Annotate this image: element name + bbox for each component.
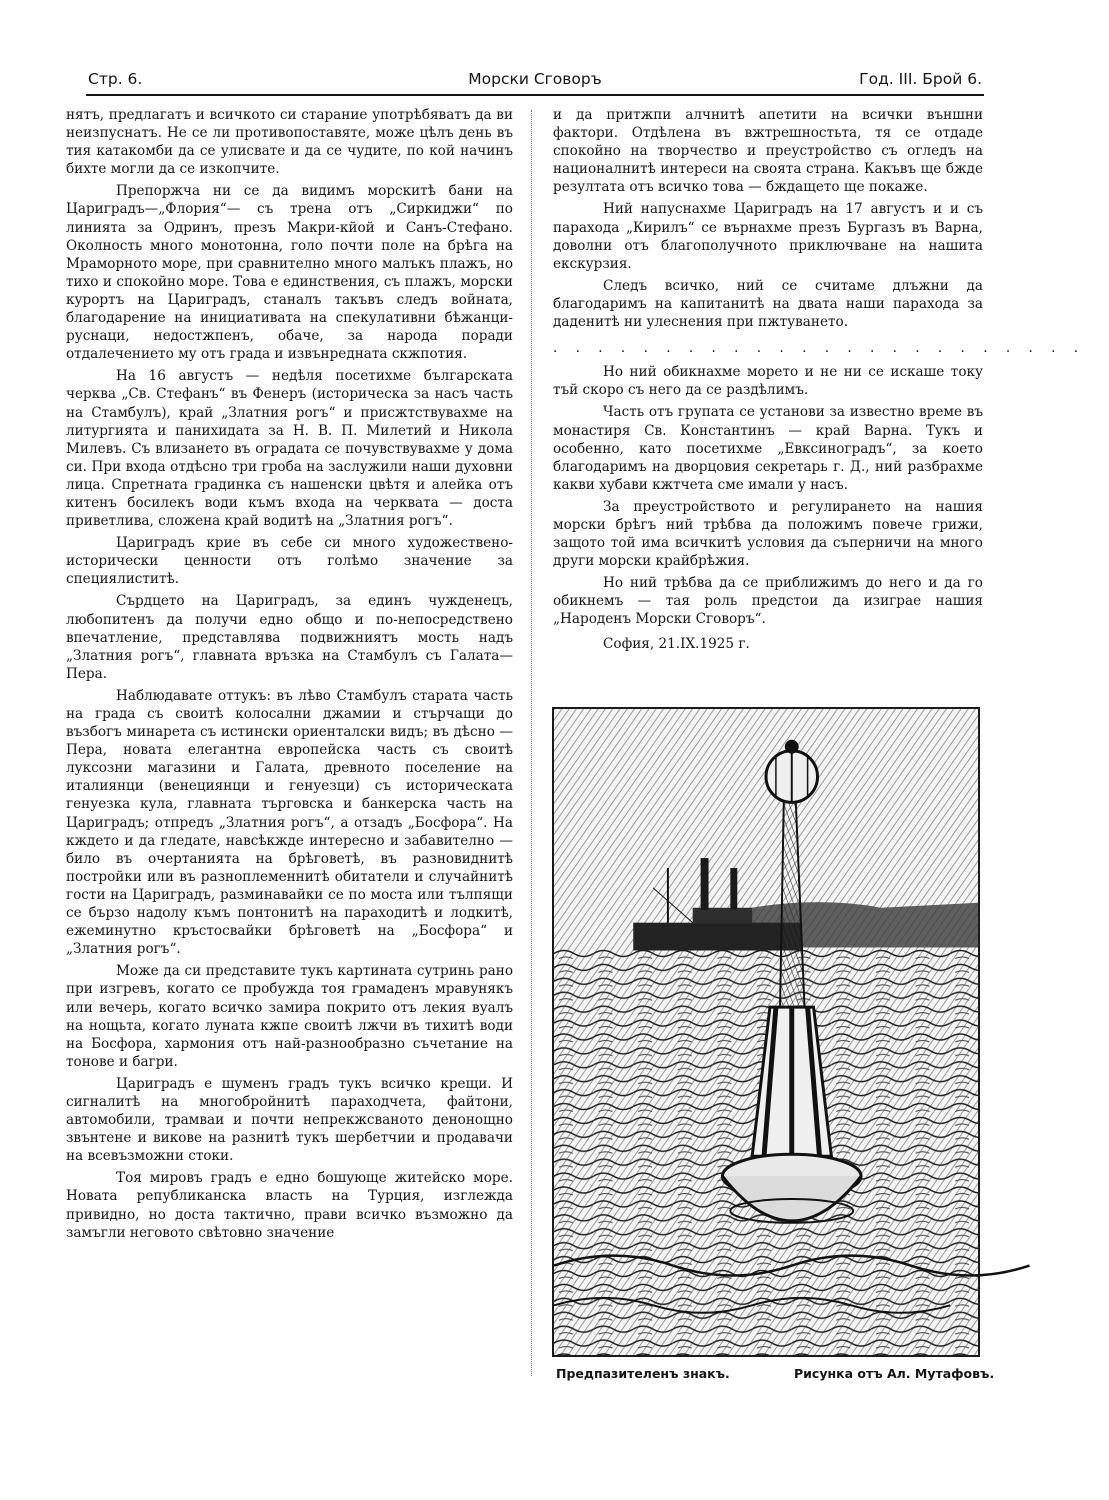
paragraph: Но ний трѣбва да се приближимъ до него и да го обикнемъ — тая роль предстои да изиграе нашия „Народенъ Морски Сговоръ“.	[553, 575, 983, 628]
paragraph: Тоя мировъ градъ е едно бошующе житейско море. Новата републиканска власть на Турция, изглежда привидно, но доста тактично, прави всичко възможно да замъгли неговото свѣтовно значение	[66, 1170, 513, 1241]
header-rule	[86, 94, 984, 96]
paragraph: Наблюдавате оттукъ: въ лѣво Стамбулъ старата часть на града съ своитѣ колосални джамии и стърчащи до възбогъ минарета съ истински ориенталски видъ; въ дѣсно — Пера, новата елегантна европейска часть съ своитѣ луксозни магазини и Галата, древното поселение на италиянци (венециянци и генуезци) съ историческата генуезка кула, главната търговска и банкерска часть на Цариградъ; отпредъ „Златния рогъ“, а отзадъ „Босфора“. На кждето и да гледате, навсѣкжде интересно и забавително — било въ очертанията на брѣговетѣ, въ разновиднитѣ постройки или въ разноплеменнитѣ обитатели и случайнитѣ гости на Цариградъ, разминавайки се по моста или тълпящи се бързо надолу къмъ понтонитѣ на параходитѣ и лодкитѣ, ежеминутно кръстосвайки брѣговетѣ на „Босфора“ и „Златния рогъ“.	[66, 687, 513, 958]
paragraph: Следъ всичко, ний се считаме длъжни да благодаримъ на капитанитѣ на двата наши парахода за даденитѣ ни улеснения при пжтуването.	[553, 277, 983, 331]
paragraph: Цариградъ е шуменъ градъ тукъ всичко крещи. И сигналитѣ на многобройнитѣ параходчета, файтони, автомобили, трамваи и почти непрекжсваното денонощно звънтене и викове на разнитѣ тукъ шербетчии и продавачи на всевъзможни стоки.	[66, 1075, 513, 1165]
dateline: София, 21.IX.1925 г.	[603, 635, 750, 652]
left-column	[66, 106, 513, 1246]
section-break-dots: . . . . . . . . . . . . . . . . . . . . . . . .	[553, 340, 1086, 357]
buoy-illustration	[552, 707, 980, 1357]
buoy-drawing	[554, 709, 978, 1355]
figure-credit: Рисунка отъ Ал. Мутафовъ.	[794, 1366, 995, 1381]
publication-title: Морски Сговоръ	[468, 70, 602, 88]
paragraph: На 16 августъ — недѣля посетихме българската черква „Св. Стефанъ“ въ Фенеръ (историческа за насъ часть на Стамбулъ), край „Златния рогъ“ и присжтствувахме на литургията и панихидата за Н. В. П. Милетий и Никола Милевъ. Съ влизането въ оградата се почувствувахме у дома си. При входа отдѣсно три гроба на заслужили наши духовни лица. Спретната градинка съ нашенски цвѣтя и алейка отъ китенъ босилекъ води къмъ входа на черквата — доста приветлива, сложена край водитѣ на „Златния рогъ“.	[66, 368, 513, 530]
paragraph: Цариградъ крие въ себе си много художествено-исторически ценности отъ голѣмо значение за специялиститѣ.	[66, 535, 513, 588]
paragraph: нятъ, предлагатъ и всичкото си старание употрѣбяватъ да ви неизпуснатъ. Не се ли противопоставяте, може цѣлъ день въ тия катакомби да се улисвате и да се чудите, по кой начинъ бихте могли да се изкопчите.	[66, 107, 513, 178]
paragraph: Препоржча ни се да видимъ морскитѣ бани на Цариградъ—„Флория“— съ трена отъ „Сиркиджи“ по линията за Одринъ, презъ Макри-кйой и Санъ-Стефано. Околность много монотонна, голо почти поле на брѣга на Мраморното море, при сравнително много малъкъ плажъ, но тихо и спокойно море. Това е единствения, съ плажъ, морски курортъ на Цариградъ, станалъ такъвъ следъ войната, благодарение на инициативата на спекулативни бѣжанци-руснаци, недостжпенъ, обаче, за народа поради отдалечението му отъ града и извънредната скжпотия.	[66, 183, 513, 363]
paragraph: Може да си представите тукъ картината сутринь рано при изгревъ, когато се пробужда тоя грамаденъ мравунякъ или вечерь, когато всичко замира покрито отъ лекия вуалъ на нощьта, когато луната кжпе своитѣ лжчи въ тихитѣ води на Босфора, хармония отъ най-разнообразно съчетание на тонове и багри.	[66, 963, 513, 1070]
paragraph: За преустройството и регулирането на нашия морски брѣгъ ний трѣбва да положимъ повече грижи, защото той има всичкитѣ условия да съперничи на много други морски крайбрѣжия.	[553, 498, 983, 570]
issue-info: Год. III. Брой 6.	[859, 70, 982, 88]
paragraph: Ний напуснахме Цариградъ на 17 августъ и и съ парахода „Кирилъ“ се върнахме презъ Бургазъ въ Варна, доволни отъ благополучното приключване на нашита екскурзия.	[553, 201, 983, 272]
column-divider	[531, 110, 532, 1376]
right-column	[553, 106, 1086, 653]
paragraph: и да притжпи алчнитѣ апетити на всички външни фактори. Отдѣлена въ вжтрешностьта, тя се отдаде спокойно на творчество и преустройство съ огледъ на националнитѣ интереси на своята страна. Какъвъ ще бжде резултата отъ всичко това — бждащето ще покаже.	[553, 107, 983, 196]
figure-caption: Предпазителенъ знакъ.	[556, 1366, 730, 1381]
page-header	[86, 66, 984, 92]
page-number: Стр. 6.	[88, 70, 143, 88]
paragraph: Сърдцето на Цариградъ, за единъ чужденецъ, любопитенъ да получи едно общо и по-непосредствено впечатление, представлява подвижниятъ мость надъ „Златния рогъ“, главната връзка на Стамбулъ съ Галата—Пера.	[66, 593, 513, 682]
paragraph: Часть отъ групата се установи за известно време въ монастиря Св. Константинъ — край Варна. Тукъ и особенно, като посетихме „Евксиноградъ“, за което благодаримъ на дворцовия секретарь г. Д., ний разбрахме какви хубави кжтчета сме имали у насъ.	[553, 404, 983, 493]
paragraph: Но ний обикнахме морето и не ни се искаше току тъй скоро съ него да се раздѣлимъ.	[553, 364, 983, 399]
